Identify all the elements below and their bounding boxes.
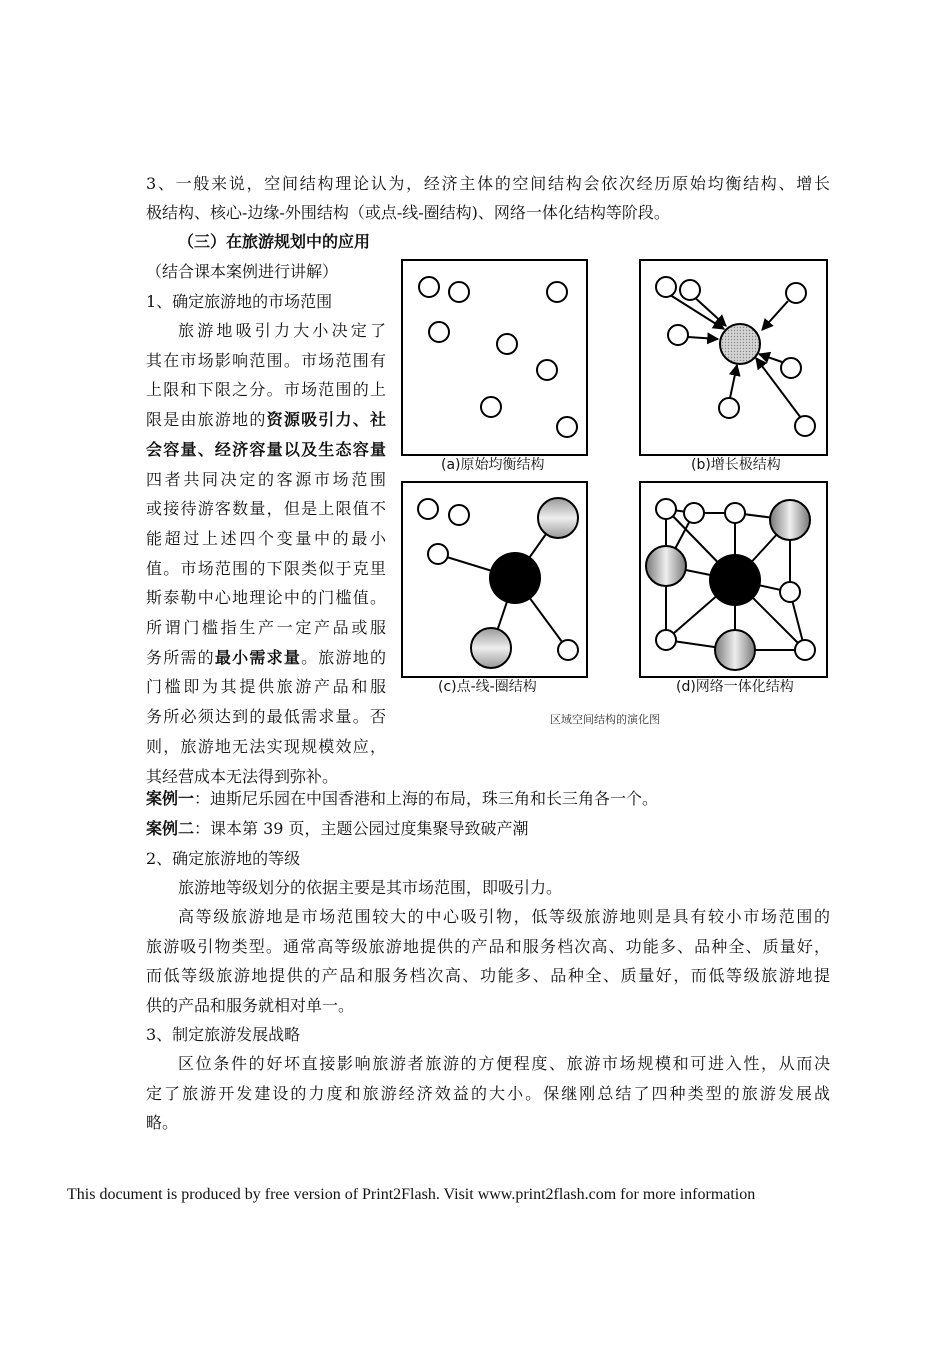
panel-growth-pole [640,260,827,473]
case2-text: ：课本第 39 页，主题公园过度集聚导致破产潮 [194,819,529,838]
text-line: 务所必须达到的最低需求量。否 [146,707,386,727]
note-case-explanation: （结合课本案例进行讲解） [146,262,339,281]
growth-pole-center [720,324,760,364]
subsection-title-strategy: 3、制定旅游发展战略 [146,1025,301,1044]
text-line: 则，旅游地无法实现规模效应， [146,736,386,756]
text-line: 略。 [146,1113,179,1132]
text-line: 门槛即为其提供旅游产品和服 [146,677,386,697]
text-line: 所谓门槛指生产一定产品或服 [146,618,386,637]
panel-original-equilibrium [402,260,587,473]
panel-point-line-circle [402,482,587,695]
core-node [709,554,761,606]
text-line: 其在市场影响范围。市场范围有 [146,350,386,370]
secondary-node [715,630,755,670]
node [419,277,439,297]
node [547,282,567,302]
text-line: 上限和下限之分。市场范围的上 [146,380,386,400]
paragraph-spatial-structure-line2: 极结构、核心-边缘-外围结构（或点-线-圈结构)、网络一体化结构等阶段。 [146,203,670,222]
text-line: 供的产品和服务就相对单一。 [146,995,355,1015]
case1-text: ：迪斯尼乐园在中国香港和上海的布局，珠三角和长三角各一个。 [194,789,659,808]
node [429,322,449,342]
panel-network-integration [640,482,827,695]
secondary-node [538,498,578,538]
case1-label: 案例一 [146,789,195,808]
section-heading-application: （三）在旅游规划中的应用 [178,232,371,251]
text-line: 定了旅游开发建设的力度和旅游经济效益的大小。保继刚总结了四种类型的旅游发展战 [146,1083,830,1103]
subsection-title-market-range: 1、确定旅游地的市场范围 [146,292,333,311]
caption-a: (a)原始均衡结构 [441,457,545,473]
node [537,360,557,380]
text-line: 能超过上述四个变量中的最小 [146,528,386,548]
caption-c: (c)点-线-圈结构 [438,679,537,695]
secondary-node [646,546,686,586]
node [557,417,577,437]
caption-d: (d)网络一体化结构 [676,679,794,695]
subsection-title-grade: 2、确定旅游地的等级 [146,849,301,868]
secondary-node [770,500,810,540]
text-line: 值。市场范围的下限类似于克里 [146,558,386,578]
spatial-structure-diagram [400,257,840,737]
node [449,282,469,302]
text-line: 会容量、经济容量以及生态容量 [146,439,386,459]
text-line: 旅游吸引物类型。通常高等级旅游地提供的产品和服务档次高、功能多、品种全、质量好， [146,936,830,956]
core-node [489,552,541,604]
text-line: 区位条件的好坏直接影响旅游者旅游的方便程度、旅游市场规模和可进入性，从而决 [178,1054,830,1073]
text-line: 限是由旅游地的资源吸引力、社 [146,410,386,430]
text-line: 四者共同决定的客源市场范围 [146,469,386,489]
text-line: 斯泰勒中心地理论中的门槛值。 [146,588,386,608]
case2-label: 案例二 [146,819,195,838]
text-line: 务所需的最小需求量。旅游地的 [146,647,386,667]
text-line: 其经营成本无法得到弥补。 [146,766,339,786]
case1 [146,789,658,809]
caption-b: (b)增长极结构 [691,457,781,473]
figure-title: 区域空间结构的演化图 [550,713,660,726]
text-line: 而低等级旅游地提供的产品和服务档次高、功能多、品种全、质量好，而低等级旅游地提 [146,966,830,985]
paragraph-spatial-structure-line1: 3、一般来说，空间结构理论认为，经济主体的空间结构会依次经历原始均衡结构、增长 [146,174,830,193]
secondary-node [471,628,511,668]
node [481,397,501,417]
footer-notice: This document is produced by free version of Print2Flash. Visit www.print2flash.com for more information [67,1186,756,1203]
case2 [146,819,529,839]
grade-paragraph-1: 旅游地等级划分的依据主要是其市场范围，即吸引力。 [178,878,563,897]
text-line: 高等级旅游地是市场范围较大的中心吸引物，低等级旅游地则是具有较小市场范围的 [178,907,830,926]
node [497,334,517,354]
text-line: 或接待游客数量，但是上限值不 [146,499,386,519]
text-line: 旅游地吸引力大小决定了 [178,321,386,340]
